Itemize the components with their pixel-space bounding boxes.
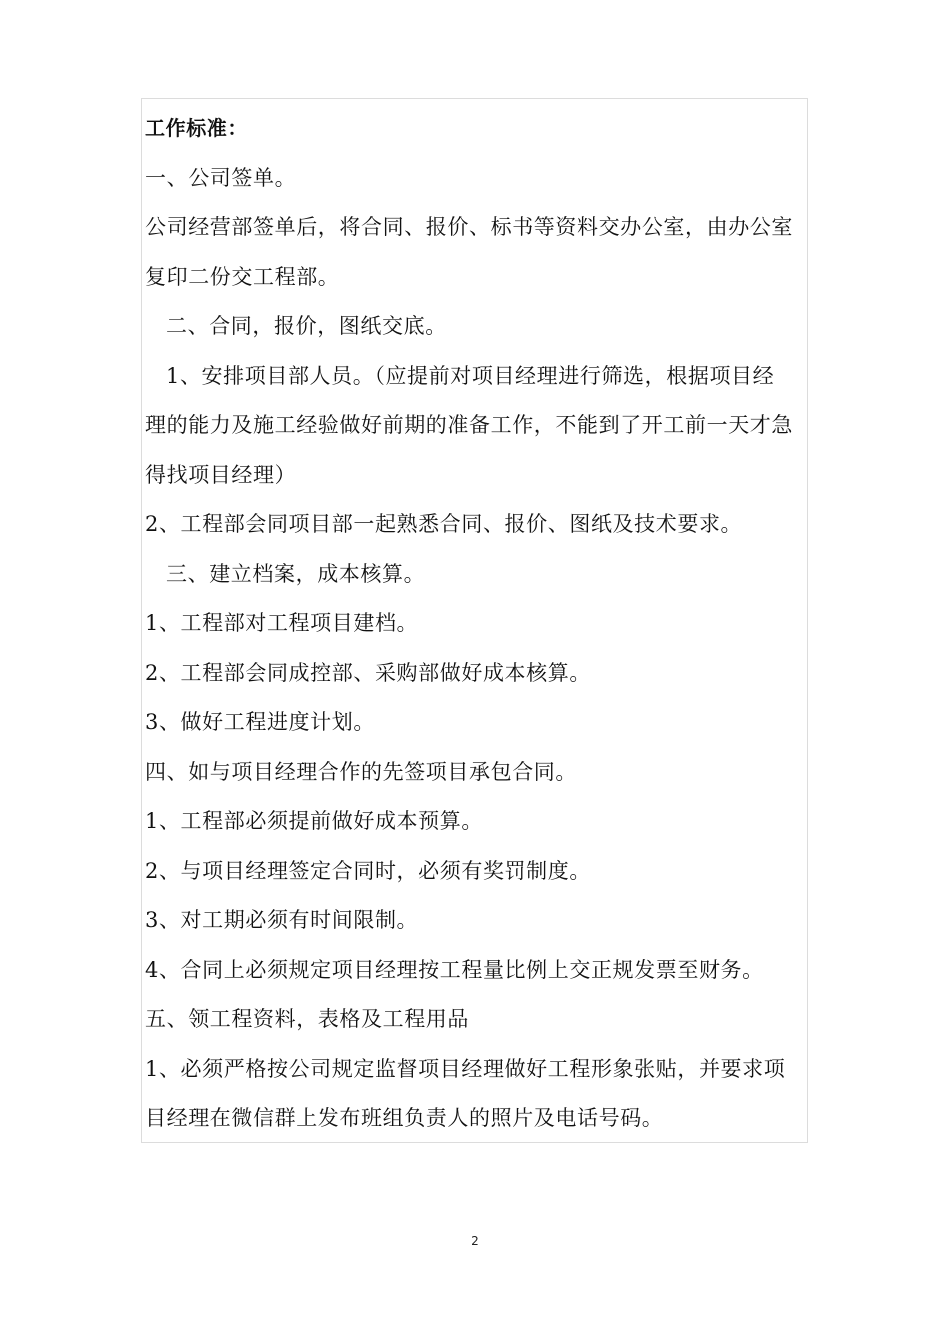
paragraph-line: 目经理在微信群上发布班组负责人的照片及电话号码。: [145, 1106, 664, 1130]
list-item: 3、对工期必须有时间限制。: [145, 908, 419, 932]
document-body: [145, 104, 825, 1144]
paragraph-line: 公司经营部签单后，将合同、报价、标书等资料交办公室，由办公室: [145, 215, 793, 239]
list-item: 2、与项目经理签定合同时，必须有奖罚制度。: [145, 858, 591, 883]
section-five-title: 五、领工程资料，表格及工程用品: [145, 1007, 469, 1031]
paragraph-line: 得找项目经理）: [145, 462, 297, 487]
list-item: 1、安排项目部人员。（应提前对项目经理进行筛选，根据项目经: [166, 363, 775, 388]
list-item: 1、必须严格按公司规定监督项目经理做好工程形象张贴，并要求项: [145, 1056, 786, 1081]
section-four-title: 四、如与项目经理合作的先签项目承包合同。: [145, 759, 577, 784]
list-item: 2、工程部会同成控部、采购部做好成本核算。: [145, 660, 591, 685]
paragraph-line: 理的能力及施工经验做好前期的准备工作，不能到了开工前一天才急: [145, 413, 793, 437]
list-item: 2、工程部会同项目部一起熟悉合同、报价、图纸及技术要求。: [145, 512, 743, 536]
section-two-title: 二、合同，报价，图纸交底。: [166, 314, 447, 338]
section-one-title: 一、公司签单。: [145, 165, 297, 190]
list-item: 1、工程部对工程项目建档。: [145, 611, 419, 635]
paragraph-line: 复印二份交工程部。: [145, 264, 340, 289]
page-number: 2: [471, 1234, 479, 1248]
list-item: 3、做好工程进度计划。: [145, 710, 375, 734]
list-item: 4、合同上必须规定项目经理按工程量比例上交正规发票至财务。: [145, 957, 764, 982]
section-three-title: 三、建立档案，成本核算。: [166, 561, 426, 586]
list-item: 1、工程部必须提前做好成本预算。: [145, 809, 483, 833]
section-heading: 工作标准：: [145, 116, 248, 140]
